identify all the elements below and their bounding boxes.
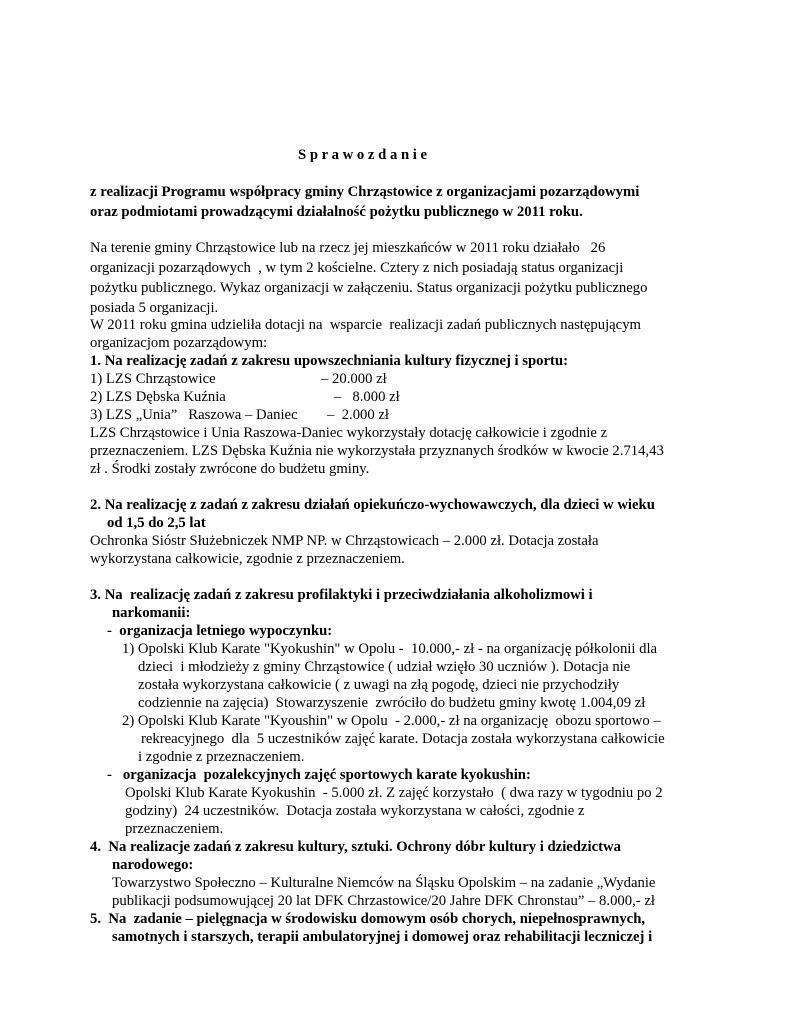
section-1-item-1-amount: – 20.000 zł xyxy=(321,371,387,387)
section-1-item-3-amount: – 2.000 zł xyxy=(327,407,390,423)
section-3-item-3-line-2: godziny) 24 uczestników. Dotacja została wykorzystana w całości, zgodnie z xyxy=(125,803,585,819)
section-2-heading-line-1: 2. Na realizację z zadań z zakresu działań opiekuńczo-wychowawczych, dla dzieci w wieku xyxy=(90,497,655,513)
section-3-item-3-line-1: Opolski Klub Karate Kyokushin - 5.000 zł. Z zajęć korzystało ( dwa razy w tygodniu po 2 xyxy=(125,785,663,801)
section-4-heading-line-2: narodowego: xyxy=(112,857,194,873)
section-1-item-1-name: 1) LZS Chrząstowice xyxy=(90,371,216,387)
intro-line-2: organizacji pozarządowych , w tym 2 kościelne. Cztery z nich posiadają status organizacji xyxy=(90,260,624,276)
section-1-note-line-1: LZS Chrząstowice i Unia Raszowa-Daniec wykorzystały dotację całkowicie i zgodnie z xyxy=(90,425,608,441)
section-3-item-2-line-2: rekreacyjnego dla 5 uczestników zajęć karate. Dotacja została wykorzystana całkowicie xyxy=(141,731,665,747)
section-4-heading-line-1: 4. Na realizacje zadań z zakresu kultury, sztuki. Ochrony dóbr kultury i dziedzictwa xyxy=(90,839,621,855)
intro-line-6: organizacjom pozarządowym: xyxy=(90,335,268,351)
report-title: S p r a w o z d a n i e xyxy=(298,147,428,163)
section-4-body-line-2: publikacji podsumowującej 20 lat DFK Chrzastowice/20 Jahre DFK Chronstau” – 8.000,- zł xyxy=(112,893,655,909)
section-3-item-2-line-3: i zgodnie z przeznaczeniem. xyxy=(138,749,305,765)
section-1-item-2-amount: – 8.000 zł xyxy=(334,389,400,405)
report-subtitle-line-2: oraz podmiotami prowadzącymi działalność pożytku publicznego w 2011 roku. xyxy=(90,204,583,220)
section-3-item-1-line-2: dzieci i młodzieży z gminy Chrząstowice ( udział wzięło 30 uczniów ). Dotacja nie xyxy=(138,659,631,675)
section-1-item-3-name: 3) LZS „Unia” Raszowa – Daniec xyxy=(90,407,298,423)
section-2-body-line-2: wykorzystana całkowicie, zgodnie z przeznaczeniem. xyxy=(90,551,405,567)
section-5-heading-line-1: 5. Na zadanie – pielęgnacja w środowisku domowym osób chorych, niepełnosprawnych, xyxy=(90,911,646,927)
section-3-item-2-line-1: 2) Opolski Klub Karate "Kyoushin" w Opolu - 2.000,- zł na organizację obozu sportowo – xyxy=(122,713,661,729)
section-1-note-line-3: zł . Środki zostały zwrócone do budżetu gminy. xyxy=(90,461,370,477)
section-3-heading-line-2: narkomanii: xyxy=(112,605,191,621)
intro-line-4: posiada 5 organizacji. xyxy=(90,300,219,316)
section-3-item-1-line-1: 1) Opolski Klub Karate "Kyokushin" w Opolu - 10.000,- zł - na organizację półkolonii dla xyxy=(122,641,658,657)
section-1-heading: 1. Na realizację zadań z zakresu upowszechniania kultury fizycznej i sportu: xyxy=(90,353,568,369)
intro-line-1: Na terenie gminy Chrząstowice lub na rzecz jej mieszkańców w 2011 roku działało 26 xyxy=(90,240,606,256)
intro-line-3: pożytku publicznego. Wykaz organizacji w załączeniu. Status organizacji pożytku publicznego xyxy=(90,280,648,296)
section-3-item-3-line-3: przeznaczeniem. xyxy=(125,821,224,837)
section-2-heading-line-2: od 1,5 do 2,5 lat xyxy=(107,515,206,531)
subtitle-text: z realizacji Programu współpracy gminy Chrząstowice z organizacjami pozarządowymi xyxy=(90,184,640,200)
report-subtitle-line-1 xyxy=(90,182,699,202)
section-3-item-1-line-4: codziennie na zajęcia) Stowarzyszenie zwróciło do budżetu gminy kwotę 1.004,09 zł xyxy=(138,695,646,711)
section-3-heading-line-1: 3. Na realizację zadań z zakresu profilaktyki i przeciwdziałania alkoholizmowi i xyxy=(90,587,593,603)
section-1-note-line-2: przeznaczeniem. LZS Dębska Kuźnia nie wykorzystała przyznanych środków w kwocie 2.714,43 xyxy=(90,443,664,459)
section-3-item-1-line-3: została wykorzystana całkowicie ( z uwagi na złą pogodę, dzieci nie przychodziły xyxy=(138,677,620,693)
section-5-heading-line-2: samotnych i starszych, terapii ambulatoryjnej i domowej oraz rehabilitacji leczniczej i xyxy=(112,929,653,945)
section-4-body-line-1: Towarzystwo Społeczno – Kulturalne Niemców na Śląsku Opolskim – na zadanie „Wydanie xyxy=(112,875,656,891)
section-2-body-line-1: Ochronka Sióstr Służebniczek NMP NP. w Chrząstowicach – 2.000 zł. Dotacja została xyxy=(90,533,599,549)
section-3-subheading-2: - organizacja pozalekcyjnych zajęć sportowych karate kyokushin: xyxy=(107,767,531,783)
section-3-subheading-1: - organizacja letniego wypoczynku: xyxy=(107,623,333,639)
section-1-item-2-name: 2) LZS Dębska Kuźnia xyxy=(90,389,226,405)
intro-line-5: W 2011 roku gmina udzieliła dotacji na wsparcie realizacji zadań publicznych następującym xyxy=(90,317,641,333)
